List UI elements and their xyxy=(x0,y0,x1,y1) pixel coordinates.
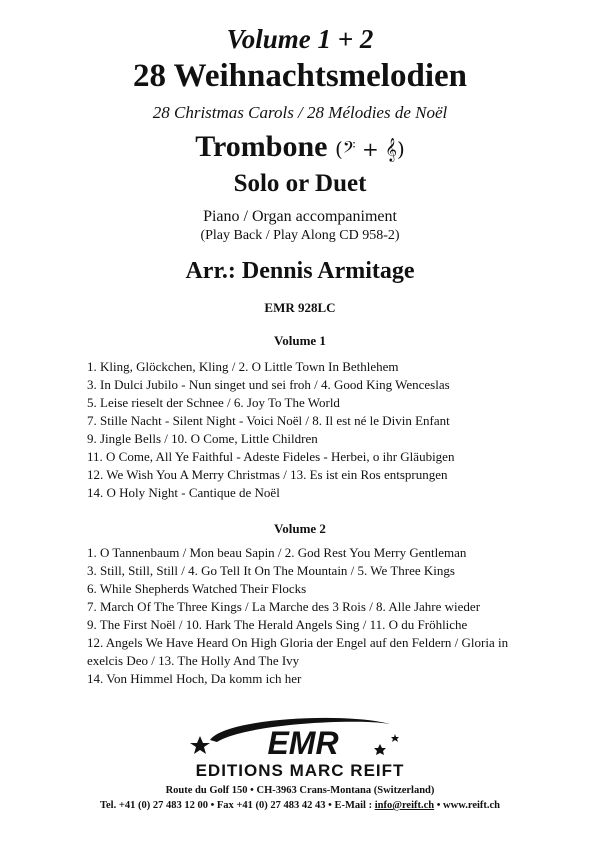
list-item: 5. Leise rieselt der Schnee / 6. Joy To The World xyxy=(87,395,340,410)
email-link[interactable]: info@reift.ch xyxy=(374,800,435,811)
list-item: 1. Kling, Glöckchen, Kling / 2. O Little Town In Bethlehem xyxy=(87,359,399,374)
accompaniment-line: Piano / Organ accompaniment xyxy=(203,208,397,225)
page-title: 28 Weihnachtsmelodien xyxy=(132,58,467,94)
volume2-list xyxy=(87,544,527,688)
footer-contact xyxy=(0,800,600,811)
playback-line: (Play Back / Play Along CD 958-2) xyxy=(200,228,400,243)
list-item: 9. Jingle Bells / 10. O Come, Little Children xyxy=(87,431,318,446)
list-item: 14. O Holy Night - Cantique de Noël xyxy=(87,485,280,500)
volume-line: Volume 1 + 2 xyxy=(226,24,374,54)
list-item: 9. The First Noël / 10. Hark The Herald Angels Sing / 11. O du Fröhliche xyxy=(87,617,468,632)
instrument-name: Trombone xyxy=(195,130,328,163)
list-item: 14. Von Himmel Hoch, Da komm ich her xyxy=(87,671,302,686)
format-line: Solo or Duet xyxy=(233,170,367,197)
subtitle: 28 Christmas Carols / 28 Mélodies de Noël xyxy=(152,103,448,122)
list-item: 12. We Wish You A Merry Christmas / 13. Es ist ein Ros entsprungen xyxy=(87,467,448,482)
arranger-line: Arr.: Dennis Armitage xyxy=(185,258,415,284)
catalog-number: EMR 928LC xyxy=(264,300,336,315)
instrument-line xyxy=(0,130,600,164)
logo-mark: EMR xyxy=(267,725,339,761)
website-text[interactable]: • www.reift.ch xyxy=(434,800,501,811)
list-item: 6. While Shepherds Watched Their Flocks xyxy=(87,581,307,596)
emr-logo xyxy=(155,710,445,780)
list-item: 11. O Come, All Ye Faithful - Adeste Fideles - Herbei, o ihr Gläubigen xyxy=(87,449,455,464)
list-item: 1. O Tannenbaum / Mon beau Sapin / 2. God Rest You Merry Gentleman xyxy=(87,545,467,560)
star-icon xyxy=(374,744,386,755)
publisher-name: EDITIONS MARC REIFT xyxy=(195,761,405,780)
list-item: 7. Stille Nacht - Silent Night - Voici Noël / 8. Il est né le Divin Enfant xyxy=(87,413,450,428)
list-item: 7. March Of The Three Kings / La Marche des 3 Rois / 8. Alle Jahre wieder xyxy=(87,599,481,614)
list-item: 3. In Dulci Jubilo - Nun singet und sei froh / 4. Good King Wenceslas xyxy=(87,377,450,392)
volume1-list xyxy=(87,358,527,502)
contact-text: Tel. +41 (0) 27 483 12 00 • Fax +41 (0) 27 483 42 43 • E-Mail : xyxy=(99,800,375,811)
list-item: 3. Still, Still, Still / 4. Go Tell It On The Mountain / 5. We Three Kings xyxy=(87,563,455,578)
list-item: 12. Angels We Have Heard On High Gloria der Engel auf den Feldern / Gloria in exelcis Deo / 13. The Holly And The Ivy xyxy=(87,635,509,668)
star-icon xyxy=(391,734,399,742)
clef-symbols: (𝄢 + 𝄞) xyxy=(334,137,405,161)
star-icon xyxy=(190,736,210,754)
volume2-heading: Volume 2 xyxy=(274,521,326,536)
volume1-heading: Volume 1 xyxy=(274,333,326,348)
footer-address: Route du Golf 150 • CH-3963 Crans-Montana (Switzerland) xyxy=(165,785,435,796)
